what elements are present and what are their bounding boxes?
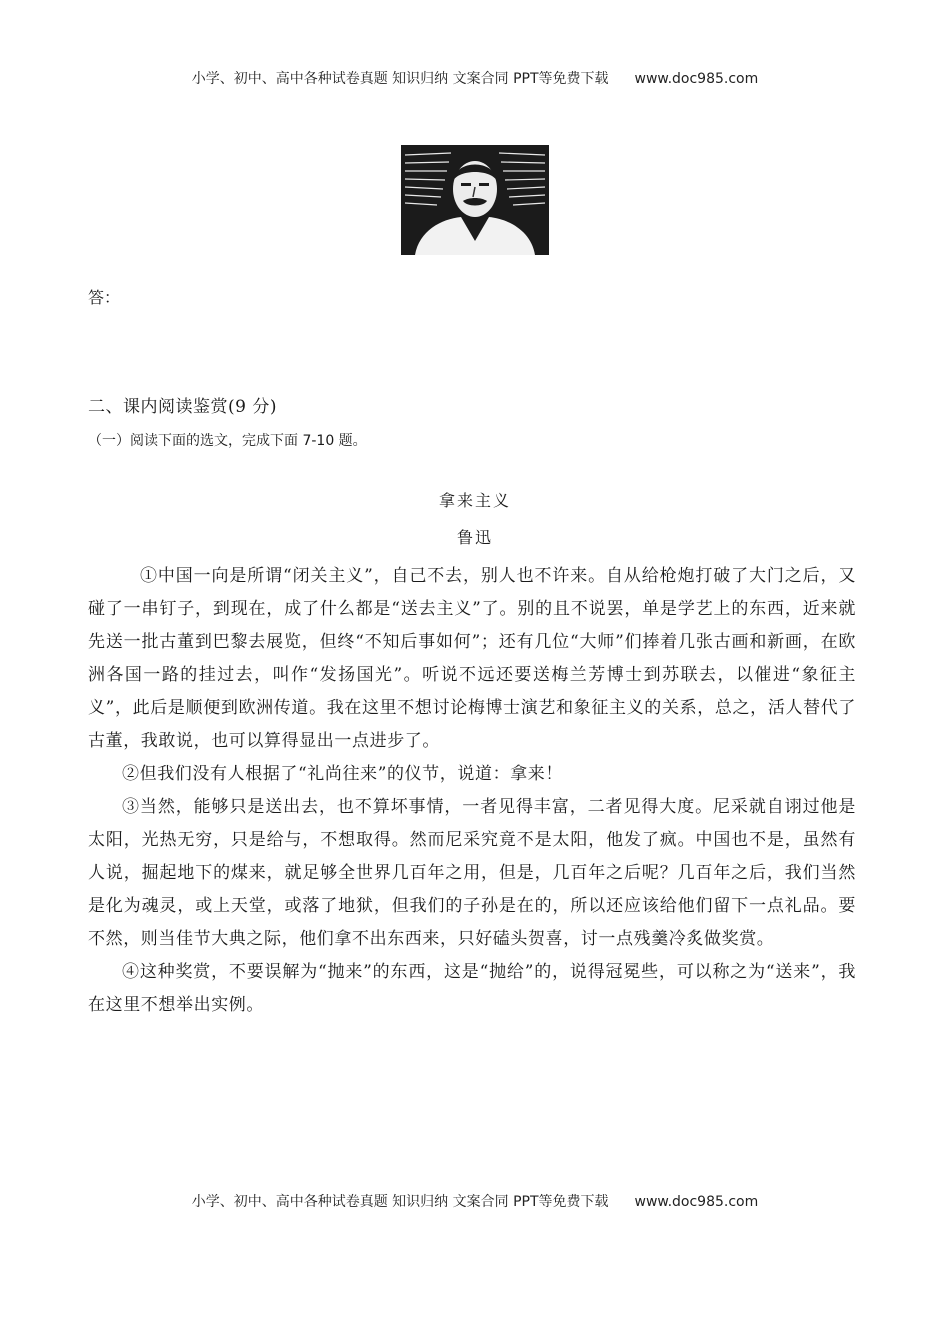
answer-label: 答： [88, 288, 121, 307]
page-footer [0, 1191, 950, 1211]
header-url-link[interactable]: www.doc985.com [634, 71, 759, 87]
article-paragraph-3: ③当然，能够只是送出去，也不算坏事情，一者见得丰富，二者见得大度。尼采就自诩过他是太阳，光热无穷，只是给与，不想取得。然而尼采究竟不是太阳，他发了疯。中国也不是，虽然有人说，掘起地下的煤来，就足够全世界几百年之用，但是，几百年之后呢？几百年之后，我们当然是化为魂灵，或上天堂，或落了地狱，但我们的子孙是在的，所以还应该给他们留下一点礼品。要不然，则当佳节大典之际，他们拿不出东西来，只好磕头贺喜，讨一点残羹冷炙做奖赏。 [88, 797, 856, 949]
header-text: 小学、初中、高中各种试卷真题 知识归纳 文案合同 PPT等免费下载 [191, 71, 609, 87]
article-paragraph-1: ①中国一向是所谓“闭关主义”，自己不去，别人也不许来。自从给枪炮打破了大门之后，又碰了一串钉子，到现在，成了什么都是“送去主义”了。别的且不说罢，单是学艺上的东西，近来就先送一批古董到巴黎去展览，但终“不知后事如何”；还有几位“大师”们捧着几张古画和新画，在欧洲各国一路的挂过去，叫作“发扬国光”。听说不远还要送梅兰芳博士到苏联去，以催进“象征主义”，此后是顺便到欧洲传道。我在这里不想讨论梅博士演艺和象征主义的关系，总之，活人替代了古董，我敢说，也可以算得显出一点进步了。 [88, 566, 856, 751]
article-paragraph-4: ④这种奖赏，不要误解为“抛来”的东西，这是“抛给”的，说得冠冕些，可以称之为“送来”，我在这里不想举出实例。 [88, 962, 856, 1015]
section-heading: 二、课内阅读鉴赏(9 分) [88, 397, 277, 417]
page-header [0, 68, 950, 88]
article-author: 鲁迅 [456, 528, 493, 547]
article-paragraph-2: ②但我们没有人根据了“礼尚往来”的仪节，说道：拿来！ [122, 764, 563, 784]
footer-url-link[interactable]: www.doc985.com [634, 1194, 759, 1210]
author-portrait-image [401, 145, 549, 255]
article-title: 拿来主义 [438, 491, 511, 510]
article-body [88, 560, 856, 1022]
section-instruction: （一）阅读下面的选文，完成下面 7-10 题。 [88, 433, 367, 449]
footer-text: 小学、初中、高中各种试卷真题 知识归纳 文案合同 PPT等免费下载 [191, 1194, 609, 1210]
